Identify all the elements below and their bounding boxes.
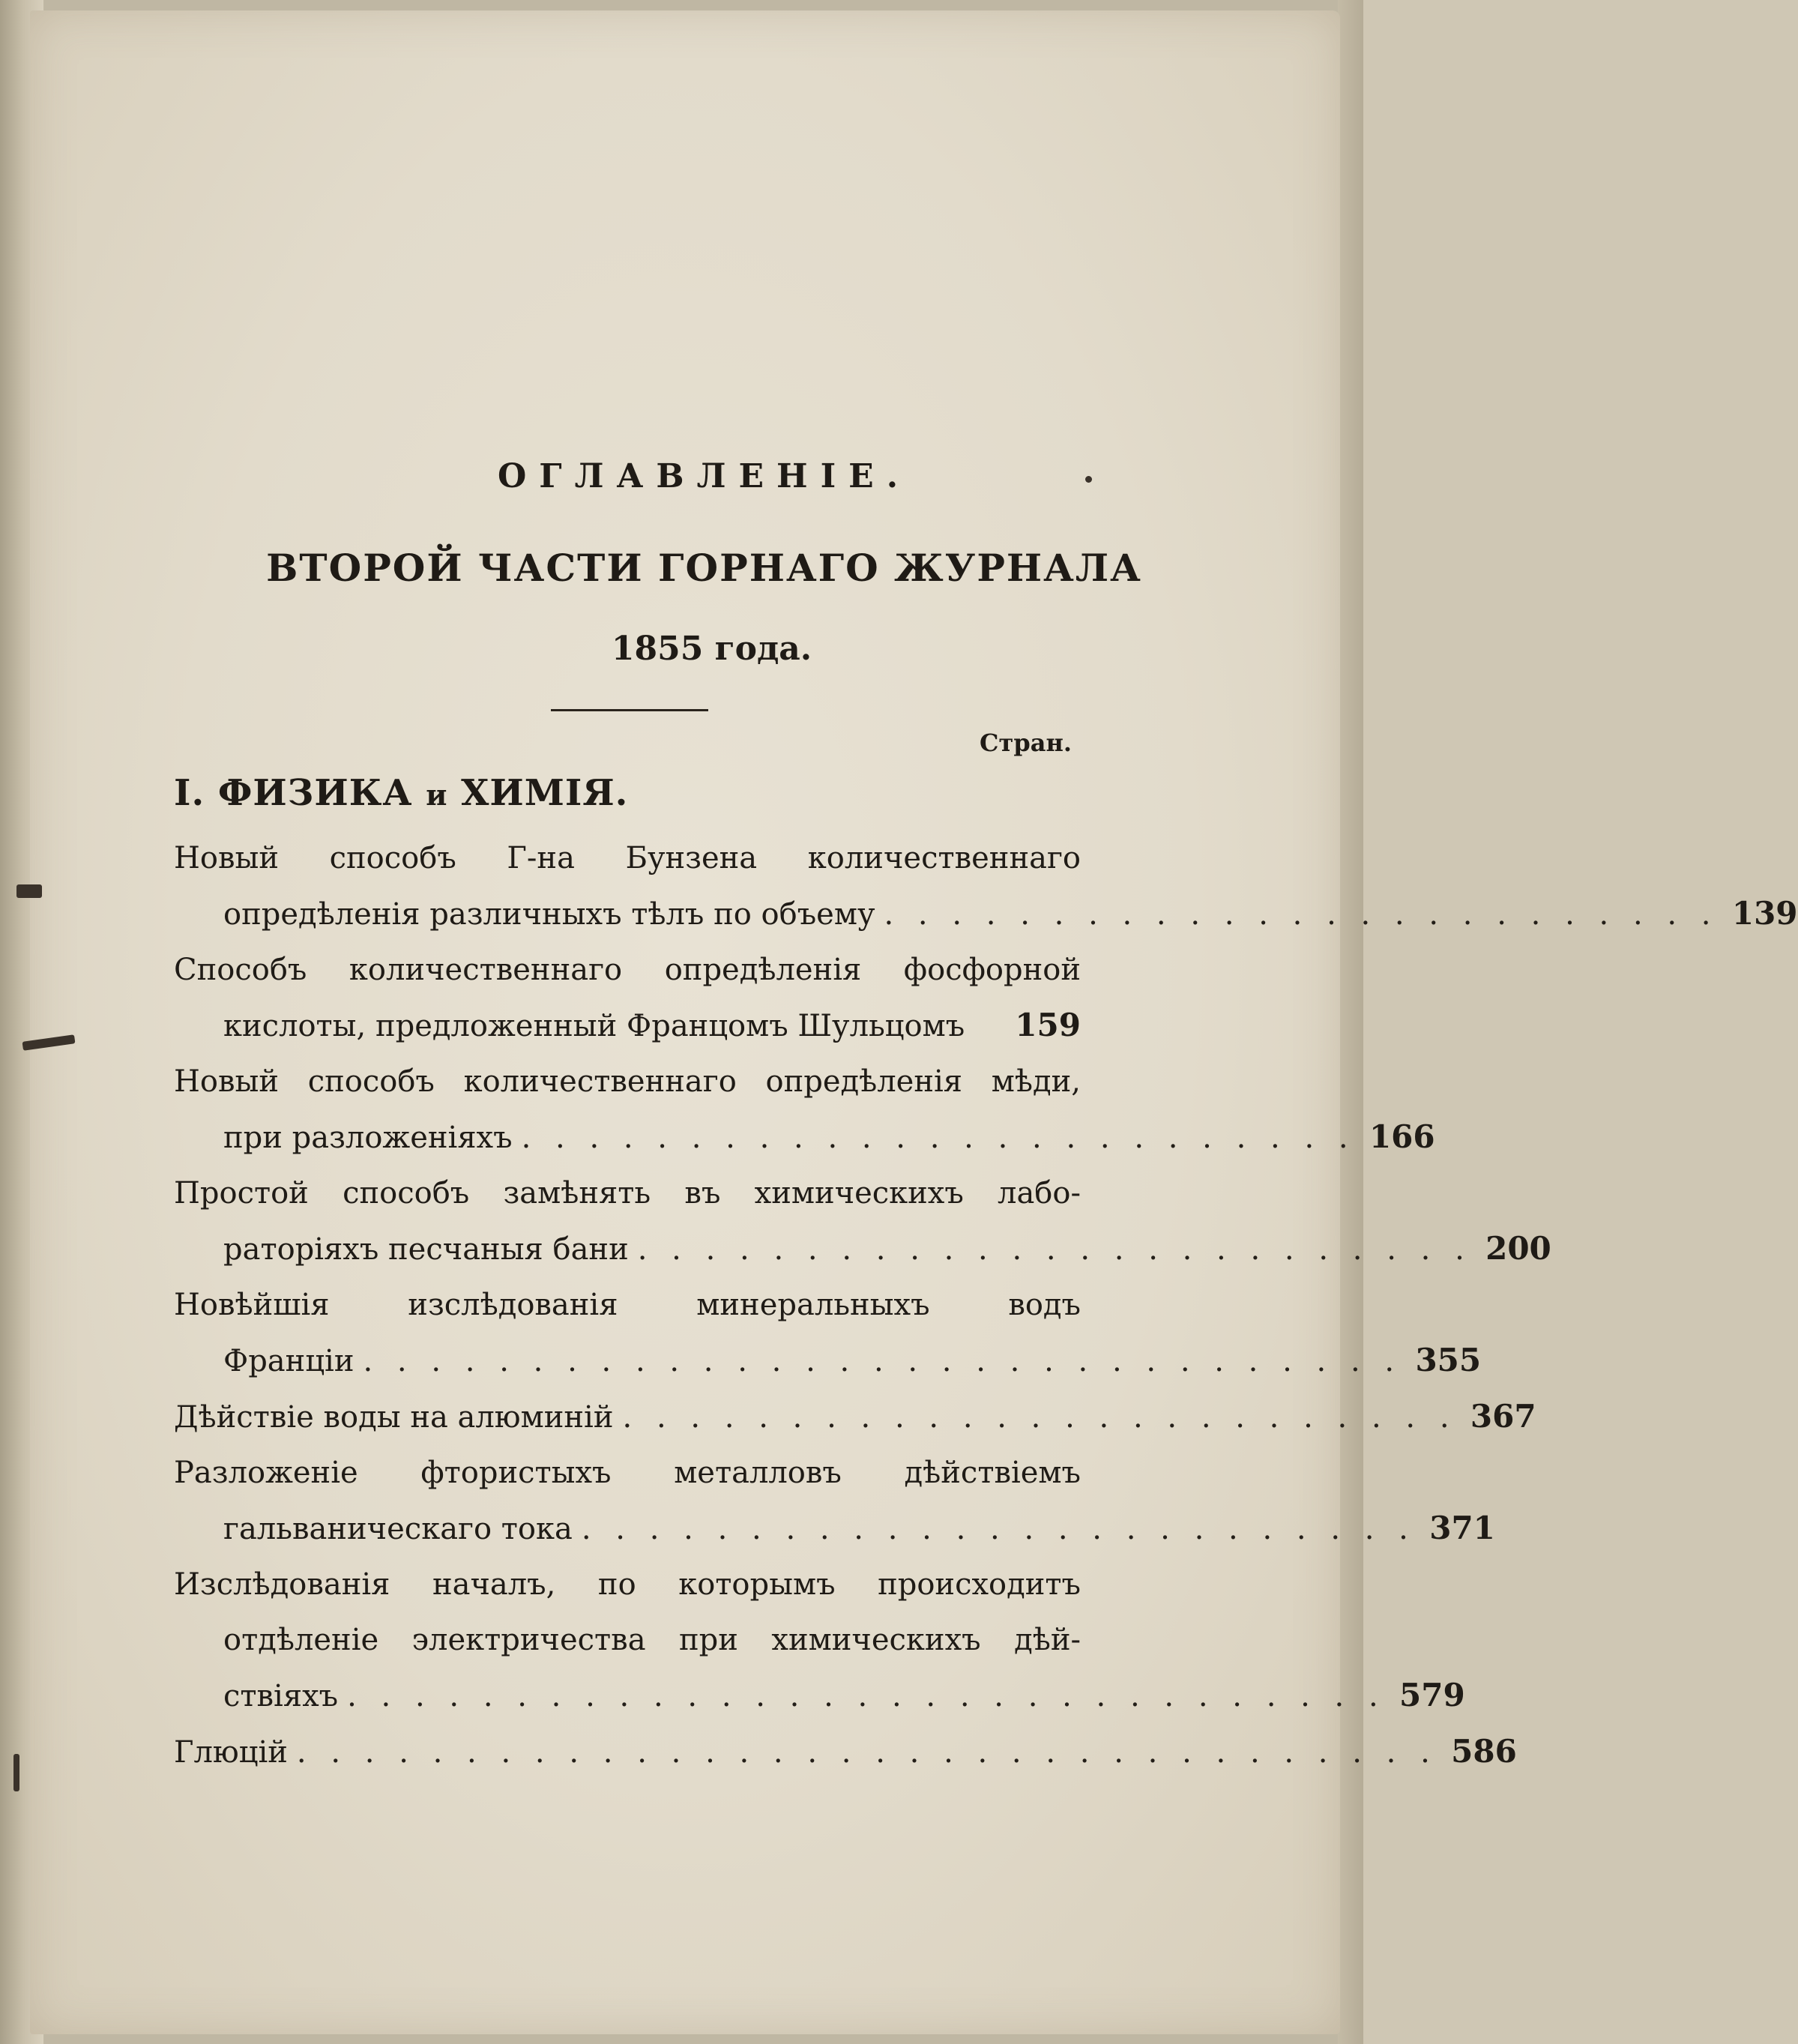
section-heading: [174, 772, 628, 814]
dot-leader: . . . . . . . . . . . . . . . . . . . . . . . . .: [581, 1512, 1416, 1546]
entry-title-line: Разложеніе фтористыхъ металловъ дѣйствіемъ: [174, 1456, 1081, 1490]
entry-title-line: гальваническаго тока: [223, 1512, 573, 1546]
entry-page-number: 159: [1015, 1007, 1081, 1043]
section-conjunction: и: [426, 778, 448, 812]
toc-entry: [174, 1557, 1465, 1724]
dot-leader: . . . . . . . . . . . . . . . . . . . . . . . . .: [622, 1400, 1457, 1435]
toc-entry: [174, 1445, 1495, 1557]
entry-title-line: Глюцій: [174, 1735, 288, 1770]
toc-entry: [174, 1389, 1536, 1445]
entry-title-line: опредѣленія различныхъ тѣлъ по объему: [223, 897, 875, 932]
title-rule: [551, 709, 708, 711]
section-title-part1: ФИЗИКА: [217, 772, 413, 814]
binding-thread: [13, 1754, 19, 1791]
entry-title-line: Новѣйшія изслѣдованія минеральныхъ водъ: [174, 1288, 1081, 1322]
entry-title-line: Изслѣдованія началъ, по которымъ происходитъ: [174, 1567, 1081, 1602]
entry-title-line: Простой способъ замѣнять въ химическихъ лабо-: [174, 1176, 1081, 1211]
dot-leader: . . . . . . . . . . . . . . . . . . . . . . . . . . . . . . .: [363, 1344, 1402, 1378]
entry-title-line: при разложеніяхъ: [223, 1121, 513, 1155]
dot-leader: . . . . . . . . . . . . . . . . . . . . . . . . .: [884, 897, 1719, 932]
toc-entry: [174, 942, 1081, 1054]
dot-leader: . . . . . . . . . . . . . . . . . . . . . . . . .: [521, 1121, 1356, 1155]
toc-entry: [174, 1724, 1517, 1780]
entry-title-line: Способъ количественнаго опредѣленія фосфорной: [174, 953, 1081, 987]
dot-leader: . . . . . . . . . . . . . . . . . . . . . . . . . . . . . . . . . .: [296, 1735, 1438, 1770]
dot-leader: . . . . . . . . . . . . . . . . . . . . . . . . . . . . . . .: [347, 1679, 1386, 1713]
toc-entry: [174, 1166, 1551, 1277]
binding-thread: [16, 884, 42, 898]
entry-title-line: Новый способъ Г-на Бунзена количественнаго: [174, 841, 1081, 875]
entry-page-number: 367: [1470, 1398, 1536, 1435]
entry-page-number: 586: [1451, 1733, 1517, 1770]
toc-entry: [174, 830, 1798, 942]
toc-entry: [174, 1054, 1435, 1166]
page-column-label: Стран.: [980, 729, 1072, 757]
entry-title-line: ствіяхъ: [223, 1679, 339, 1713]
entry-title-line: Новый способъ количественнаго опредѣленія мѣди,: [174, 1064, 1081, 1099]
toc-list: [174, 830, 1798, 1780]
entry-page-number: 139: [1731, 895, 1798, 932]
toc-subtitle: ВТОРОЙ ЧАСТИ ГОРНАГО ЖУРНАЛА: [266, 546, 1142, 590]
entry-page-number: 371: [1429, 1510, 1495, 1546]
section-number: I.: [174, 772, 205, 814]
entry-title-line: Дѣйствіе воды на алюминій: [174, 1400, 614, 1435]
entry-title-line: отдѣленіе электричества при химическихъ дѣй-: [223, 1623, 1081, 1657]
entry-title-line: кислоты, предложенный Францомъ Шульцомъ: [223, 1009, 965, 1043]
toc-title: ОГЛАВЛЕНІЕ.: [497, 457, 911, 495]
entry-page-number: 166: [1369, 1118, 1435, 1155]
entry-page-number: 579: [1399, 1677, 1465, 1713]
toc-year: 1855 года.: [611, 630, 812, 668]
entry-page-number: 355: [1415, 1342, 1482, 1378]
entry-title-line: раторіяхъ песчаныя бани: [223, 1232, 629, 1267]
dot-leader: . . . . . . . . . . . . . . . . . . . . . . . . .: [637, 1232, 1472, 1267]
entry-page-number: 200: [1485, 1230, 1551, 1267]
entry-title-line: Франціи: [223, 1344, 355, 1378]
toc-entry: [174, 1277, 1482, 1389]
section-title-part2: ХИМІЯ.: [461, 772, 629, 814]
